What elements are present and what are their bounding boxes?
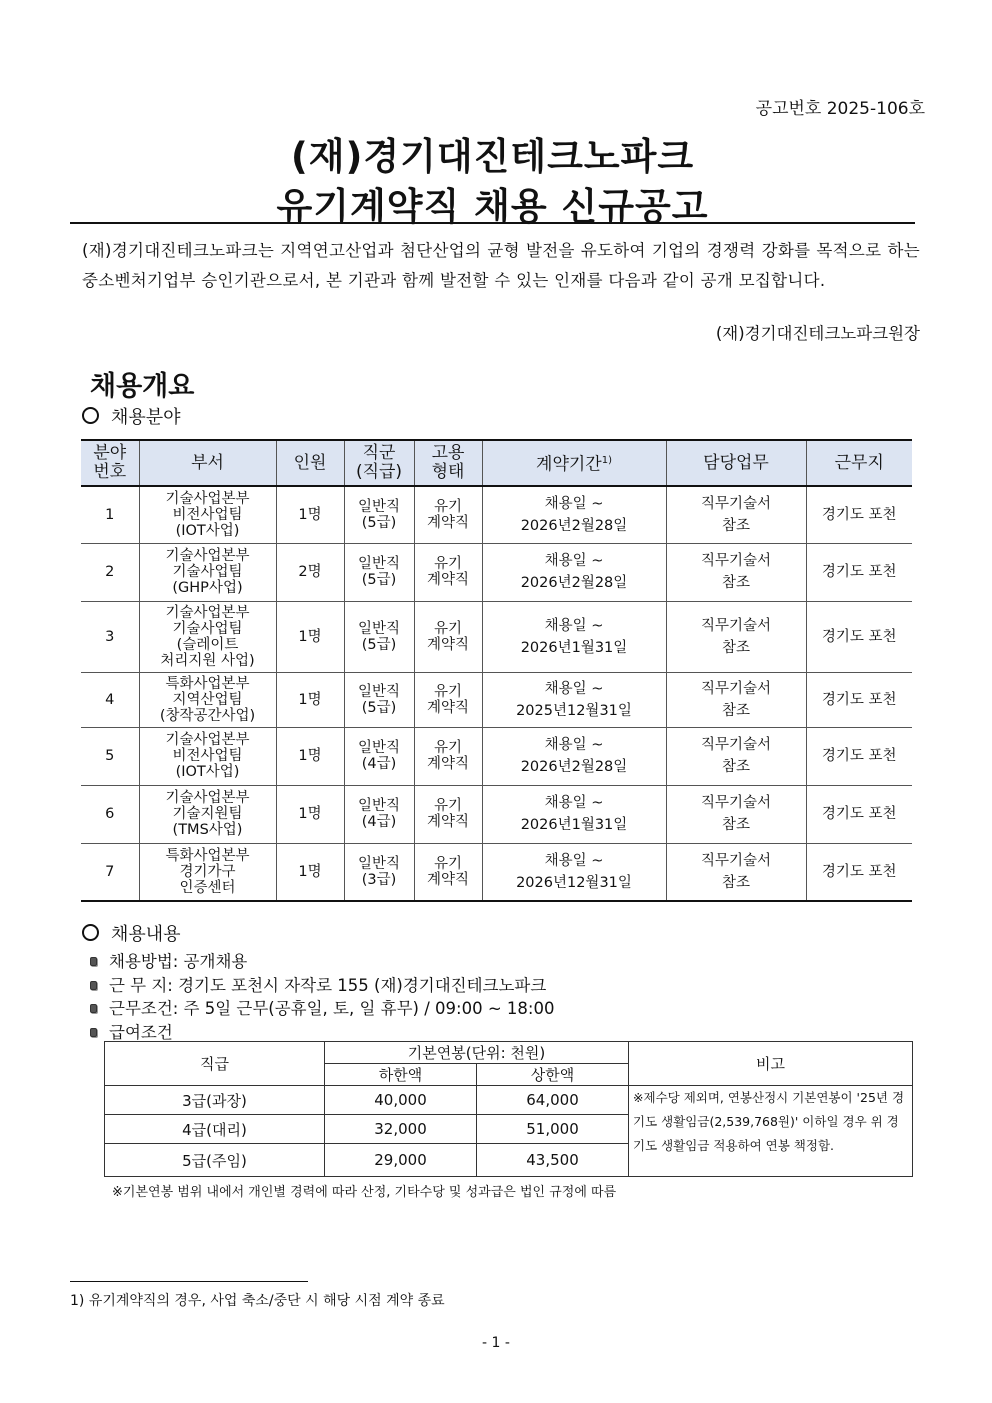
title-line-2: 유기계약직 채용 신규공고 — [276, 185, 709, 228]
cell-place: 경기도 포천 — [806, 601, 912, 672]
cell-period: 채용일 ~ 2026년12월31일 — [482, 843, 666, 901]
cell-period: 채용일 ~ 2026년2월28일 — [482, 543, 666, 601]
cell-grade: 일반직 (5급) — [344, 672, 414, 727]
table-row — [81, 486, 912, 543]
cell-place: 경기도 포천 — [806, 843, 912, 901]
cell-dept: 기술사업본부 비전사업팀 (IOT사업) — [139, 486, 276, 543]
cell-count: 1명 — [276, 486, 344, 543]
field-table — [81, 439, 912, 902]
cell-place: 경기도 포천 — [806, 785, 912, 843]
cell-count: 1명 — [276, 727, 344, 785]
list-item: 근무조건: 주 5일 근무(공휴일, 토, 일 휴무) / 09:00 ~ 18:00 — [90, 997, 554, 1021]
cell-dept: 기술사업본부 기술지원팀 (TMS사업) — [139, 785, 276, 843]
table-row: 4급(대리) 32,000 51,000 — [105, 1115, 913, 1144]
salary-note: ※제수당 제외며, 연봉산정시 기본연봉이 '25년 경기도 생활임금(2,539,768원)' 이하일 경우 위 경기도 생활임금 적용하여 연봉 책정함. — [629, 1086, 913, 1177]
notice-number: 공고번호 2025-106호 — [755, 99, 925, 119]
cell-no: 4 — [81, 672, 139, 727]
header-no: 분야 번호 — [81, 440, 139, 486]
circle-icon — [82, 407, 99, 424]
header-period: 계약기간$^{1)}$ — [482, 440, 666, 486]
cell-grade: 일반직 (5급) — [344, 601, 414, 672]
cell-period: 채용일 ~ 2026년2월28일 — [482, 727, 666, 785]
salary-header-low: 하한액 — [325, 1064, 477, 1086]
bullet-icon — [90, 1004, 97, 1013]
signer: (재)경기대진테크노파크원장 — [715, 324, 920, 343]
cell-period: 채용일 ~ 2026년1월31일 — [482, 601, 666, 672]
cell-place: 경기도 포천 — [806, 727, 912, 785]
cell-place: 경기도 포천 — [806, 486, 912, 543]
salary-header-grade: 직급 — [105, 1042, 325, 1086]
cell-no: 3 — [81, 601, 139, 672]
cell-count: 1명 — [276, 672, 344, 727]
bullet-icon — [90, 1028, 97, 1037]
subsection-field-label: 채용분야 — [111, 407, 181, 428]
cell-grade: 일반직 (3급) — [344, 843, 414, 901]
list-item: 채용방법: 공개채용 — [90, 950, 554, 974]
header-type: 고용 형태 — [414, 440, 482, 486]
field-table-header — [81, 440, 912, 486]
subsection-content-label: 채용내용 — [111, 924, 181, 945]
header-dept: 부서 — [139, 440, 276, 486]
list-item: 근 무 지: 경기도 포천시 자작로 155 (재)경기대진테크노파크 — [90, 974, 554, 998]
cell-no: 1 — [81, 486, 139, 543]
cell-duty: 직무기술서 참조 — [666, 785, 806, 843]
cell-period: 채용일 ~ 2026년2월28일 — [482, 486, 666, 543]
footnote-divider — [70, 1281, 308, 1282]
cell-place: 경기도 포천 — [806, 672, 912, 727]
cell-duty: 직무기술서 참조 — [666, 672, 806, 727]
table-row: 5급(주임) 29,000 43,500 — [105, 1144, 913, 1177]
footnote: 1) 유기계약직의 경우, 사업 축소/중단 시 해당 시점 계약 종료 — [70, 1293, 445, 1309]
cell-count: 1명 — [276, 601, 344, 672]
cell-dept: 기술사업본부 기술사업팀 (슬레이트 처리지원 사업) — [139, 601, 276, 672]
cell-no: 7 — [81, 843, 139, 901]
table-row — [81, 727, 912, 785]
table-row — [81, 785, 912, 843]
cell-grade: 일반직 (4급) — [344, 727, 414, 785]
salary-header-note: 비고 — [629, 1042, 913, 1086]
cell-grade: 일반직 (4급) — [344, 785, 414, 843]
cell-no: 5 — [81, 727, 139, 785]
section-title: 채용개요 — [90, 371, 195, 402]
bullet-list — [90, 950, 554, 1044]
cell-dept: 특화사업본부 경기가구 인증센터 — [139, 843, 276, 901]
cell-grade: 일반직 (5급) — [344, 486, 414, 543]
header-grade: 직군 (직급) — [344, 440, 414, 486]
cell-count: 2명 — [276, 543, 344, 601]
bullet-icon — [90, 957, 97, 966]
cell-duty: 직무기술서 참조 — [666, 727, 806, 785]
cell-type: 유기 계약직 — [414, 486, 482, 543]
cell-duty: 직무기술서 참조 — [666, 843, 806, 901]
header-place: 근무지 — [806, 440, 912, 486]
salary-header-base: 기본연봉(단위: 천원) — [325, 1042, 629, 1064]
cell-place: 경기도 포천 — [806, 543, 912, 601]
cell-period: 채용일 ~ 2025년12월31일 — [482, 672, 666, 727]
cell-type: 유기 계약직 — [414, 672, 482, 727]
table-row — [81, 672, 912, 727]
table-row — [81, 601, 912, 672]
cell-type: 유기 계약직 — [414, 543, 482, 601]
cell-duty: 직무기술서 참조 — [666, 543, 806, 601]
subsection-content — [82, 920, 181, 946]
cell-dept: 기술사업본부 기술사업팀 (GHP사업) — [139, 543, 276, 601]
cell-no: 6 — [81, 785, 139, 843]
salary-footnote: ※기본연봉 범위 내에서 개인별 경력에 따라 산정, 기타수당 및 성과급은 법인 규정에 따름 — [112, 1185, 617, 1200]
salary-header-high: 상한액 — [477, 1064, 629, 1086]
cell-grade: 일반직 (5급) — [344, 543, 414, 601]
title-line-1: (재)경기대진테크노파크 — [290, 135, 695, 178]
cell-duty: 직무기술서 참조 — [666, 601, 806, 672]
cell-type: 유기 계약직 — [414, 785, 482, 843]
cell-dept: 특화사업본부 지역산업팀 (창작공간사업) — [139, 672, 276, 727]
cell-count: 1명 — [276, 843, 344, 901]
subsection-field — [82, 403, 181, 429]
intro-paragraph: (재)경기대진테크노파크는 지역연고산업과 첨단산업의 균형 발전을 유도하여 기업의 경쟁력 강화를 목적으로 하는 중소벤처기업부 승인기관으로서, 본 기관과 함께 발전할 수 있는 인재를 다음과 같이 공개 모집합니다. — [82, 241, 920, 290]
cell-type: 유기 계약직 — [414, 843, 482, 901]
cell-type: 유기 계약직 — [414, 601, 482, 672]
salary-table — [104, 1041, 913, 1177]
table-row: 3급(과장) 40,000 64,000 ※제수당 제외며, 연봉산정시 기본연봉이 '25년 경기도 생활임금(2,539,768원)' 이하일 경우 위 경기도 생활임금 적용하여 연봉 책정함. — [105, 1086, 913, 1115]
cell-period: 채용일 ~ 2026년1월31일 — [482, 785, 666, 843]
cell-duty: 직무기술서 참조 — [666, 486, 806, 543]
table-row — [81, 543, 912, 601]
circle-icon — [82, 924, 99, 941]
list-item: 급여조건 — [90, 1021, 554, 1045]
cell-count: 1명 — [276, 785, 344, 843]
bullet-icon — [90, 981, 97, 990]
page-number: - 1 - — [482, 1335, 510, 1351]
cell-dept: 기술사업본부 비전사업팀 (IOT사업) — [139, 727, 276, 785]
header-count: 인원 — [276, 440, 344, 486]
cell-type: 유기 계약직 — [414, 727, 482, 785]
cell-no: 2 — [81, 543, 139, 601]
table-row — [81, 843, 912, 901]
header-duty: 담당업무 — [666, 440, 806, 486]
title-divider — [70, 222, 915, 224]
